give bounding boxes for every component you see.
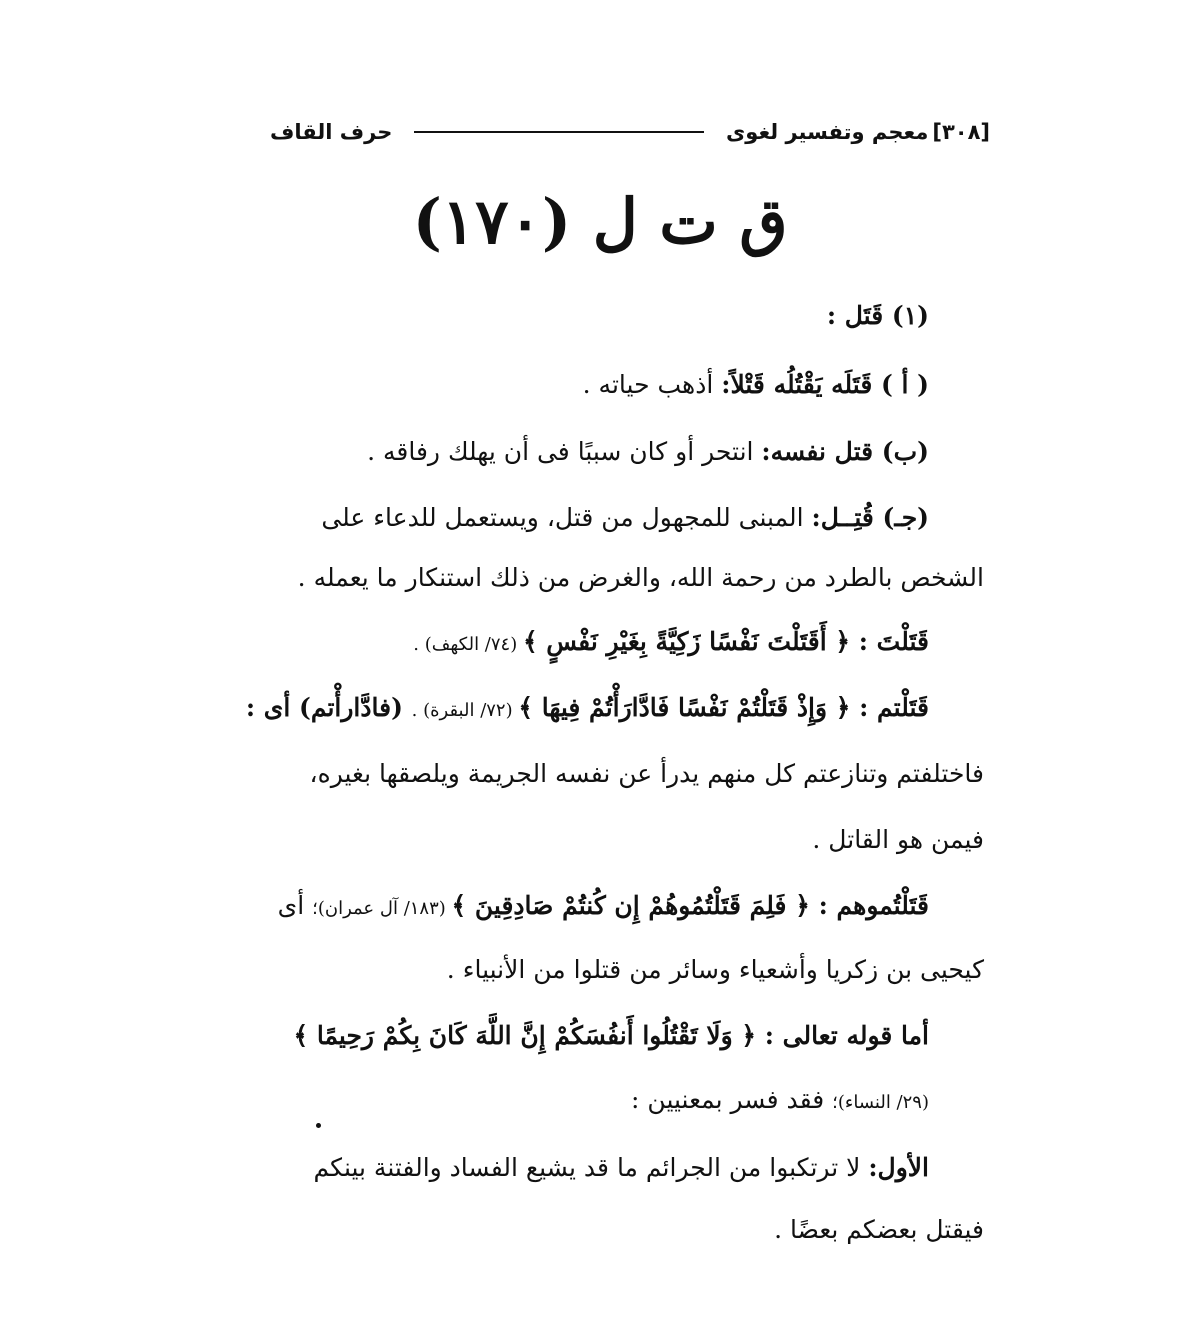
- line-8: [310, 754, 984, 794]
- subsense-b-text: انتحر أو كان سببًا فى أن يهلك رفاقه .: [367, 437, 762, 466]
- form-label: أما قوله تعالى :: [764, 1021, 929, 1050]
- subsense-c-label: (جـ) قُتِــل:: [811, 503, 929, 532]
- verse-reference: (٢٩/ النساء)؛: [832, 1092, 929, 1113]
- paragraph-text: فاختلفتم وتنازعتم كل منهم يدرأ عن نفسه الجريمة ويلصقها بغيره،: [309, 759, 984, 788]
- subsense-a-text: أذهب حياته .: [582, 370, 722, 399]
- verse-reference: (١٨٣/ آل عمران)؛: [312, 898, 452, 919]
- quran-verse: ﴿ وَإِذْ قَتَلْتُمْ نَفْسًا فَادَّارَأْتُمْ فِيهَا ﴾: [518, 693, 860, 722]
- line-9: [812, 820, 984, 860]
- line-2: [583, 365, 929, 405]
- subsense-a-label: ( أ ) قَتَلَه يَقْتُلُه قَتْلاً:: [721, 370, 929, 399]
- paragraph-text: فيمن هو القاتل .: [812, 825, 984, 854]
- paragraph-text: لا ترتكبوا من الجرائم ما قد يشيع الفساد والفتنة بينكم: [313, 1153, 869, 1182]
- paragraph-text: فقد فسر بمعنيين :: [631, 1085, 833, 1114]
- verse-reference: (٧٢/ البقرة) .: [411, 700, 519, 721]
- line-1: [827, 296, 929, 336]
- gloss-term: (فادَّارأْتم) أى :: [245, 693, 412, 722]
- header-rule: [414, 131, 704, 133]
- line-7: [246, 688, 929, 731]
- subsense-c-text: المبنى للمجهول من قتل، ويستعمل للدعاء على: [321, 503, 812, 532]
- paragraph-text: فيقتل بعضكم بعضًا .: [774, 1215, 984, 1244]
- line-15: [774, 1210, 984, 1250]
- line-12: [294, 1016, 930, 1056]
- line-6: [413, 622, 929, 665]
- section-title: حرف القاف: [270, 120, 393, 144]
- stray-mark: [316, 1123, 321, 1128]
- quran-verse: ﴿ أَقَتَلْتَ نَفْسًا زَكِيَّةً بِغَيْرِ نَفْسٍ ﴾: [522, 627, 859, 656]
- line-3: [367, 432, 929, 472]
- quran-verse: ﴿ فَلِمَ قَتَلْتُمُوهُمْ إِن كُنتُمْ صَادِقِينَ ﴾: [451, 891, 819, 920]
- line-4: [321, 498, 929, 538]
- verse-reference: (٧٤/ الكهف) .: [413, 634, 523, 655]
- sense-heading: (١) قَتَل :: [826, 301, 929, 330]
- quran-verse: ﴿ وَلَا تَقْتُلُوا أَنفُسَكُمْ إِنَّ اللَّهَ كَانَ بِكُمْ رَحِيمًا ﴾: [293, 1021, 765, 1050]
- paragraph-text: كيحيى بن زكريا وأشعياء وسائر من قتلوا من الأنبياء .: [446, 955, 984, 984]
- paragraph-text: الشخص بالطرد من رحمة الله، والغرض من ذلك استنكار ما يعمله .: [297, 563, 984, 592]
- line-5: [298, 558, 984, 598]
- line-10: [278, 886, 929, 929]
- running-header: [270, 112, 990, 152]
- page-number: [٣٠٨]: [932, 120, 990, 144]
- meaning-label: الأول:: [868, 1153, 929, 1182]
- paragraph-text: أى: [277, 891, 313, 920]
- line-11: [447, 950, 984, 990]
- book-title: معجم وتفسير لغوى: [726, 120, 929, 144]
- line-13: [631, 1080, 929, 1123]
- form-label: قَتَلْتَ :: [858, 627, 929, 656]
- entry-title: ق ت ل (١٧٠): [412, 185, 788, 258]
- form-label: قَتَلْتم :: [859, 693, 929, 722]
- subsense-b-label: (ب) قتل نفسه:: [761, 437, 929, 466]
- form-label: قَتَلْتُموهم :: [818, 891, 929, 920]
- line-14: [314, 1148, 930, 1188]
